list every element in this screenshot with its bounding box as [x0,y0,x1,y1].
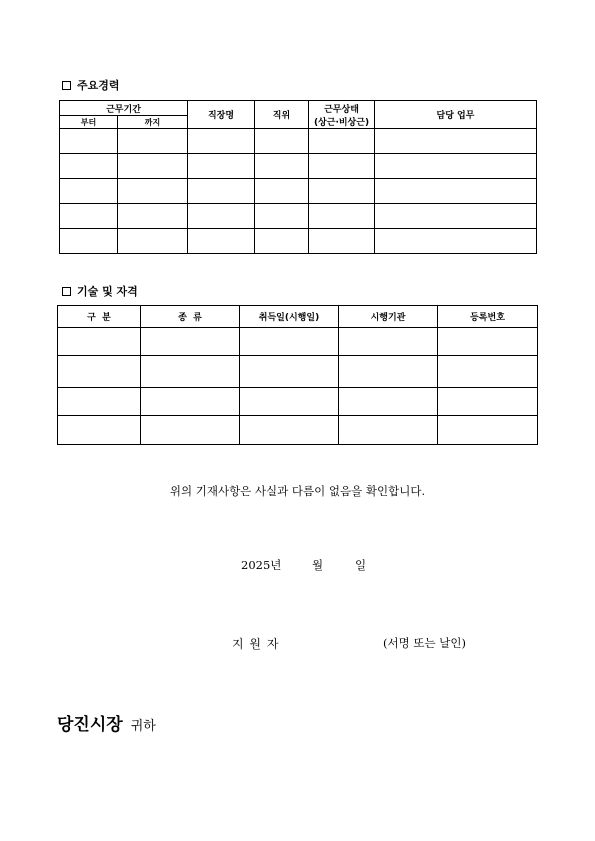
header-category: 구 분 [58,306,141,328]
table-row [60,129,537,154]
cell-registration-number[interactable] [438,416,538,445]
table-row [58,416,538,445]
header-to: 까지 [118,116,188,129]
table-row [60,229,537,254]
header-acquired-date: 취득일(시행일) [240,306,339,328]
cell-workplace[interactable] [188,129,255,154]
header-work-period: 근무기간 [60,101,188,116]
cell-category[interactable] [58,388,141,416]
header-work-status-sub: (상근·비상근) [313,117,370,128]
cell-category[interactable] [58,328,141,356]
signature-placeholder[interactable]: (서명 또는 날인) [383,636,466,650]
cell-workplace[interactable] [188,154,255,179]
cert-section-title [62,283,138,299]
cell-position[interactable] [255,129,309,154]
header-registration-number: 등록번호 [438,306,538,328]
cell-status[interactable] [309,129,375,154]
addressee-org: 당진시장 [57,715,123,735]
cell-type[interactable] [141,388,240,416]
cell-workplace[interactable] [188,179,255,204]
cell-type[interactable] [141,328,240,356]
table-row [60,204,537,229]
cell-category[interactable] [58,356,141,388]
checkbox-square-icon [62,81,71,90]
applicant-label: 지 원 자 [232,637,280,651]
cell-to[interactable] [118,154,188,179]
cell-registration-number[interactable] [438,388,538,416]
career-section-title [62,77,120,93]
cell-issuing-agency[interactable] [339,388,438,416]
cell-from[interactable] [60,154,118,179]
cell-to[interactable] [118,204,188,229]
cell-from[interactable] [60,129,118,154]
cell-duties[interactable] [375,129,537,154]
cell-status[interactable] [309,154,375,179]
cell-workplace[interactable] [188,204,255,229]
table-row [60,179,537,204]
cell-from[interactable] [60,179,118,204]
table-row [58,356,538,388]
cell-status[interactable] [309,179,375,204]
cell-acquired-date[interactable] [240,388,339,416]
cert-table [57,305,538,445]
date-day: 일 [355,558,367,572]
cell-acquired-date[interactable] [240,328,339,356]
cell-category[interactable] [58,416,141,445]
cell-position[interactable] [255,154,309,179]
cell-to[interactable] [118,179,188,204]
date-month: 월 [312,558,324,572]
cell-position[interactable] [255,204,309,229]
cell-acquired-date[interactable] [240,356,339,388]
cell-position[interactable] [255,229,309,254]
cell-duties[interactable] [375,204,537,229]
cell-to[interactable] [118,129,188,154]
addressee [57,710,156,735]
cell-issuing-agency[interactable] [339,328,438,356]
header-position: 직위 [255,101,309,129]
cell-type[interactable] [141,416,240,445]
date-year: 2025년 [241,558,282,572]
addressee-honorific: 귀하 [130,719,156,734]
header-type: 종 류 [141,306,240,328]
career-title-text: 주요경력 [77,79,120,92]
confirmation-statement: 위의 기재사항은 사실과 다름이 없음을 확인합니다. [169,484,426,498]
cell-registration-number[interactable] [438,328,538,356]
cell-issuing-agency[interactable] [339,416,438,445]
cell-registration-number[interactable] [438,356,538,388]
cell-from[interactable] [60,229,118,254]
cell-status[interactable] [309,204,375,229]
checkbox-square-icon [62,287,71,296]
header-issuing-agency: 시행기관 [339,306,438,328]
table-row [58,388,538,416]
cell-position[interactable] [255,179,309,204]
cell-to[interactable] [118,229,188,254]
cell-status[interactable] [309,229,375,254]
career-table [59,100,537,254]
header-from: 부터 [60,116,118,129]
header-work-status [309,101,375,129]
header-workplace: 직장명 [188,101,255,129]
cell-duties[interactable] [375,179,537,204]
cell-duties[interactable] [375,229,537,254]
cell-duties[interactable] [375,154,537,179]
table-row [58,328,538,356]
cell-from[interactable] [60,204,118,229]
table-row [60,154,537,179]
cert-title-text: 기술 및 자격 [77,285,138,298]
cell-workplace[interactable] [188,229,255,254]
cell-acquired-date[interactable] [240,416,339,445]
header-duties: 담당 업무 [375,101,537,129]
cell-issuing-agency[interactable] [339,356,438,388]
header-work-status-label: 근무상태 [324,104,359,115]
cell-type[interactable] [141,356,240,388]
